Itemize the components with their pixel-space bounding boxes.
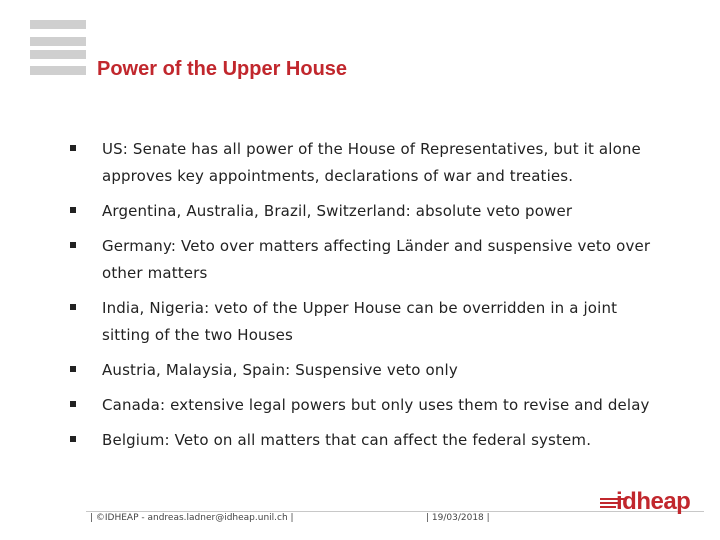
- bullet-marker-icon: [70, 401, 76, 407]
- idheap-logo: [600, 488, 700, 524]
- bullet-item: [70, 295, 670, 349]
- logo-wordmark: idheap: [616, 488, 691, 515]
- bullet-marker-icon: [70, 207, 76, 213]
- bullet-item: [70, 427, 670, 454]
- logo-bar: [30, 50, 86, 59]
- bullet-item: [70, 357, 670, 384]
- bullet-text: Germany: Veto over matters affecting Länder and suspensive veto over other matters: [102, 237, 651, 282]
- bullet-text: Belgium: Veto on all matters that can affect the federal system.: [102, 431, 592, 449]
- bullet-marker-icon: [70, 436, 76, 442]
- bullet-item: [70, 198, 670, 225]
- bullet-text: Argentina, Australia, Brazil, Switzerland: absolute veto power: [102, 202, 573, 220]
- logo-bar: [30, 66, 86, 75]
- bullet-list: [70, 136, 670, 462]
- logo-bar: [30, 20, 86, 29]
- slide-logo-bars: [30, 20, 88, 76]
- footer-date: | 19/03/2018 |: [426, 513, 490, 523]
- bullet-marker-icon: [70, 366, 76, 372]
- bullet-item: [70, 392, 670, 419]
- bullet-item: [70, 136, 670, 190]
- bullet-text: India, Nigeria: veto of the Upper House can be overridden in a joint sitting of the two Houses: [102, 299, 618, 344]
- slide-title: Power of the Upper House: [97, 58, 348, 80]
- bullet-text: Canada: extensive legal powers but only uses them to revise and delay: [102, 396, 650, 414]
- footer-contact: | ©IDHEAP - andreas.ladner@idheap.unil.ch |: [90, 513, 294, 523]
- bullet-marker-icon: [70, 145, 76, 151]
- bullet-marker-icon: [70, 304, 76, 310]
- logo-bar: [30, 37, 86, 46]
- bullet-text: Austria, Malaysia, Spain: Suspensive veto only: [102, 361, 458, 379]
- bullet-text: US: Senate has all power of the House of Representatives, but it alone approves key appointments, declarations of war and treaties.: [102, 140, 641, 185]
- bullet-marker-icon: [70, 242, 76, 248]
- bullet-item: [70, 233, 670, 287]
